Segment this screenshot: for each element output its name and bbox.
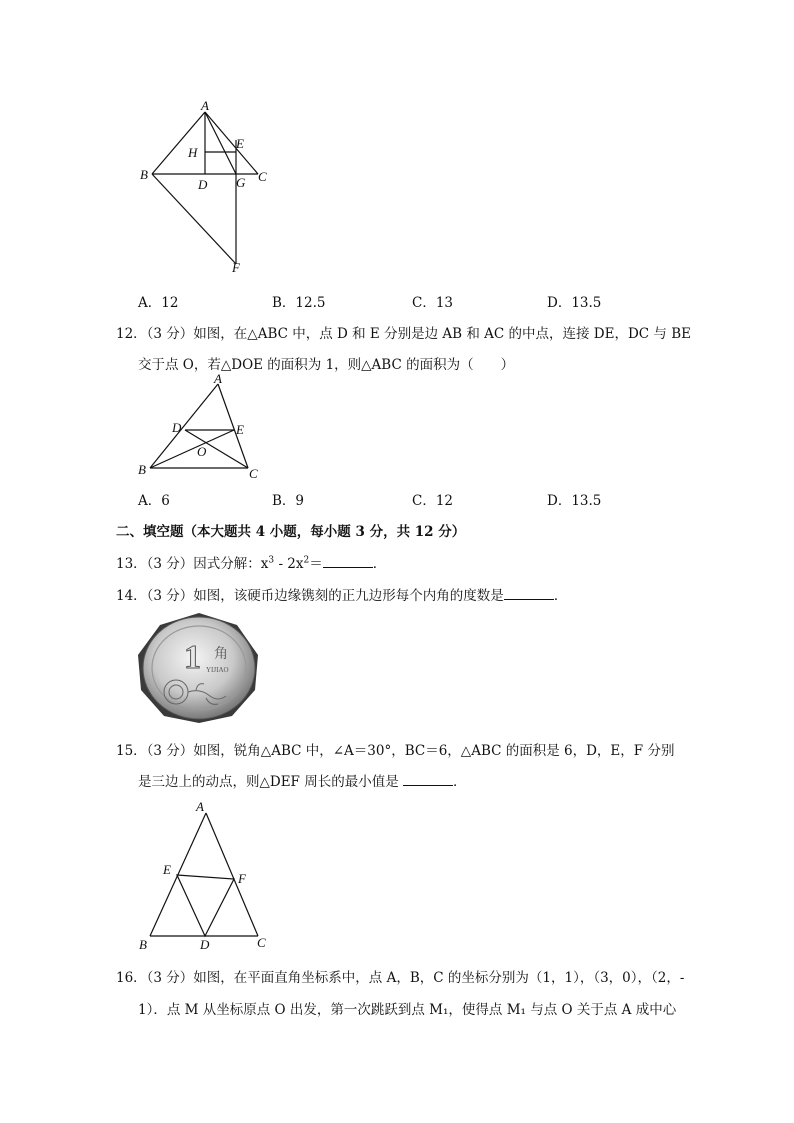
q12-label-D: D [172, 420, 182, 435]
q15-label-E: E [163, 862, 171, 877]
coin-image [134, 610, 264, 725]
q15-label-C: C [257, 935, 266, 950]
q11-option-c: C．13 [412, 295, 454, 311]
q15-label-D: D [200, 937, 210, 952]
q12-label-E: E [236, 422, 244, 437]
q12-option-c: C．12 [412, 493, 454, 509]
q15-answer-blank[interactable] [403, 773, 453, 786]
q14-text-line [116, 584, 567, 604]
q15-text-line2 [138, 770, 467, 790]
q14-answer-blank[interactable] [504, 587, 554, 600]
q12-label-O: O [197, 444, 207, 459]
q12-label-B: B [138, 462, 146, 477]
q11-label-H: H [188, 145, 198, 160]
q14-text: 14．（3 分）如图，该硬币边缘镌刻的正九边形每个内角的度数是 [116, 588, 504, 604]
coin-pinyin: YIJIAO [206, 666, 229, 674]
q12-label-A: A [214, 372, 222, 386]
q12-text-line2: 交于点 O，若△DOE 的面积为 1，则△ABC 的面积为（ ） [138, 357, 515, 373]
q11-option-b: B．12.5 [272, 295, 326, 311]
q12-option-b: B．9 [272, 493, 305, 509]
q13-exp1: 3 [268, 555, 275, 566]
q11-option-a: A．12 [138, 295, 179, 311]
q11-label-G: G [236, 175, 246, 190]
q13-prefix: 13．（3 分）因式分解：x [116, 556, 269, 572]
q15-label-B: B [139, 937, 147, 952]
q12-label-C: C [249, 466, 258, 481]
q15-end: ． [453, 774, 467, 790]
q11-label-F: F [232, 260, 240, 275]
q11-option-d: D．13.5 [547, 295, 602, 311]
q11-label-C: C [258, 169, 267, 184]
q16-text-line2: 1）．点 M 从坐标原点 O 出发，第一次跳跃到点 M₁，使得点 M₁ 与点 O 关于点 A 成中心 [138, 1002, 677, 1018]
q13-text [116, 552, 386, 572]
q15-figure [130, 795, 280, 955]
q15-label-F: F [238, 871, 246, 886]
coin-char: 角 [214, 647, 228, 662]
q11-label-A: A [201, 100, 209, 113]
q11-label-B: B [140, 167, 148, 182]
q11-label-D: D [198, 177, 208, 192]
q13-answer-blank[interactable] [323, 555, 373, 568]
q11-figure [130, 100, 280, 280]
q11-label-E: E [236, 136, 244, 151]
coin-numeral: 1 [184, 639, 201, 676]
q15-text-line2-main: 是三边上的动点，则△DEF 周长的最小值是 [138, 774, 399, 790]
q13-end: ． [372, 556, 387, 572]
q15-label-A: A [196, 799, 204, 814]
q13-mid: - 2x [274, 556, 304, 572]
q12-figure [130, 372, 270, 482]
q16-text-line1: 16．（3 分）如图，在平面直角坐标系中，点 A，B，C 的坐标分别为（1，1），（3，0），（2，- [116, 970, 685, 986]
q13-exp2: 2 [303, 555, 310, 566]
q12-option-d: D．13.5 [547, 493, 602, 509]
q12-option-a: A．6 [138, 493, 170, 509]
q13-suffix: ＝ [309, 556, 323, 572]
q14-end: ． [553, 588, 568, 604]
q12-text-line1: 12．（3 分）如图，在△ABC 中，点 D 和 E 分别是边 AB 和 AC 的中点，连接 DE，DC 与 BE [116, 326, 691, 342]
section-heading-fill-in: 二、填空题（本大题共 4 小题，每小题 3 分，共 12 分） [116, 524, 466, 540]
q15-text-line1: 15．（3 分）如图，锐角△ABC 中，∠A＝30°，BC＝6，△ABC 的面积是 6，D，E，F 分别 [116, 743, 675, 759]
